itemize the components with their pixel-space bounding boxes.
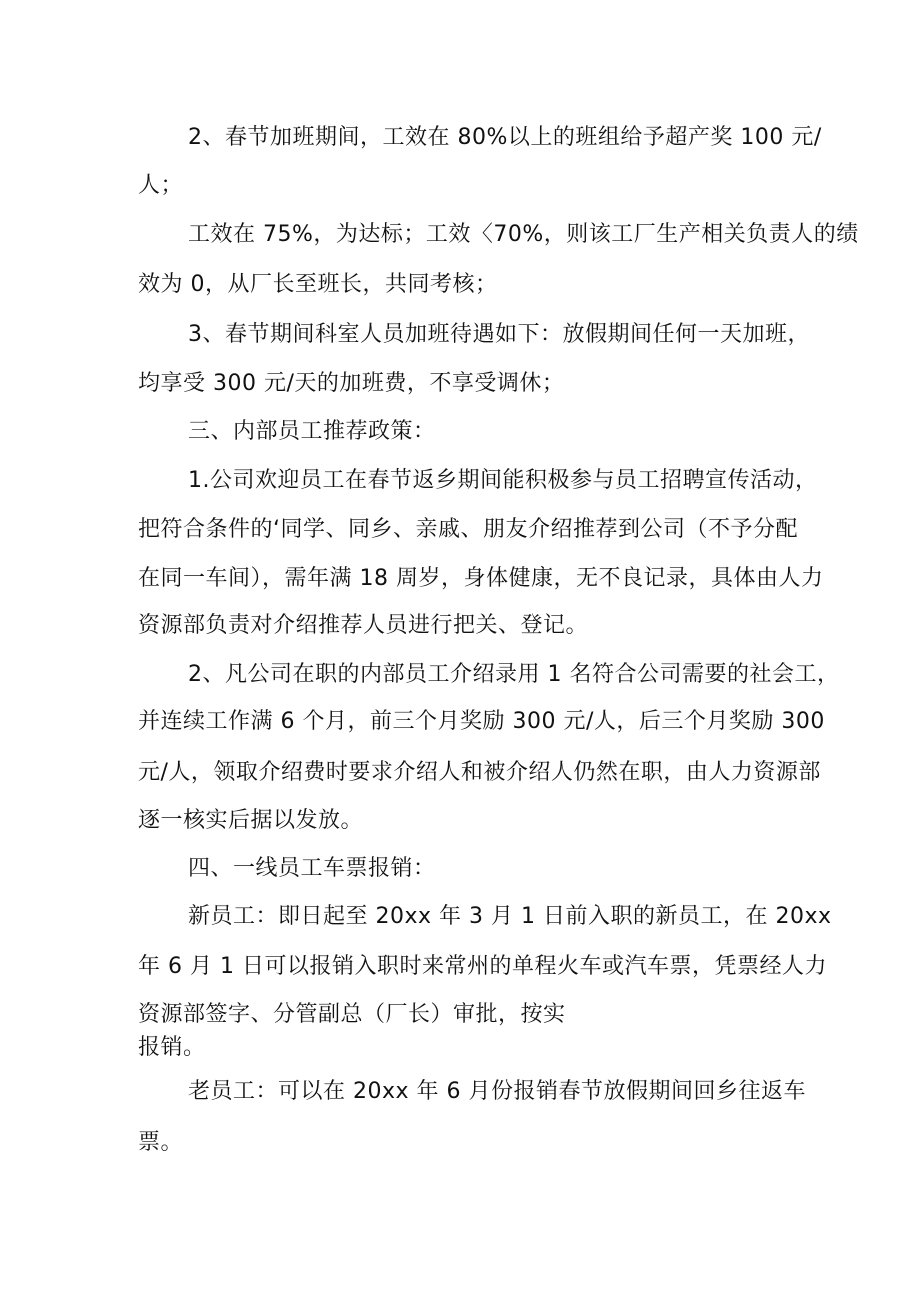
paragraph-line: 逐一核实后据以发放。: [138, 808, 364, 833]
paragraph-line: 工效在 75%，为达标；工效〈70%，则该工厂生产相关负责人的绩: [188, 222, 859, 247]
paragraph-line: 2、凡公司在职的内部员工介绍录用 1 名符合公司需要的社会工，: [188, 662, 840, 687]
paragraph-line: 资源部签字、分管副总（厂长）审批，按实: [138, 1002, 566, 1027]
paragraph-line: 1.公司欢迎员工在春节返乡期间能积极参与员工招聘宣传活动，: [188, 468, 818, 493]
paragraph-line: 资源部负责对介绍推荐人员进行把关、登记。: [138, 613, 589, 638]
paragraph-line: 在同一车间），需年满 18 周岁，身体健康，无不良记录，具体由人力: [138, 566, 824, 591]
section-heading: 三、内部员工推荐政策：: [188, 419, 436, 444]
paragraph-line: 3、春节期间科室人员加班待遇如下：放假期间任何一天加班，: [188, 322, 810, 347]
paragraph-line: 元/人，领取介绍费时要求介绍人和被介绍人仍然在职，由人力资源部: [138, 760, 821, 785]
paragraph-line: 报销。: [138, 1035, 206, 1060]
paragraph-line: 2、春节加班期间，工效在 80%以上的班组给予超产奖 100 元/: [188, 125, 822, 150]
paragraph-line: 年 6 月 1 日可以报销入职时来常州的单程火车或汽车票，凭票经人力: [138, 954, 827, 979]
paragraph-line: 人；: [138, 173, 184, 198]
paragraph-line: 老员工：可以在 20xx 年 6 月份报销春节放假期间回乡往返车: [188, 1079, 807, 1104]
section-heading: 四、一线员工车票报销：: [188, 856, 436, 881]
paragraph-line: 并连续工作满 6 个月，前三个月奖励 300 元/人，后三个月奖励 300: [138, 709, 825, 734]
paragraph-line: 票。: [138, 1130, 184, 1155]
paragraph-line: 把符合条件的‘同学、同乡、亲戚、朋友介绍推荐到公司（不予分配: [138, 517, 798, 542]
paragraph-line: 均享受 300 元/天的加班费，不享受调休；: [138, 371, 565, 396]
paragraph-line: 新员工：即日起至 20xx 年 3 月 1 日前入职的新员工，在 20xx: [188, 904, 832, 929]
paragraph-line: 效为 0，从厂长至班长，共同考核；: [138, 272, 498, 297]
